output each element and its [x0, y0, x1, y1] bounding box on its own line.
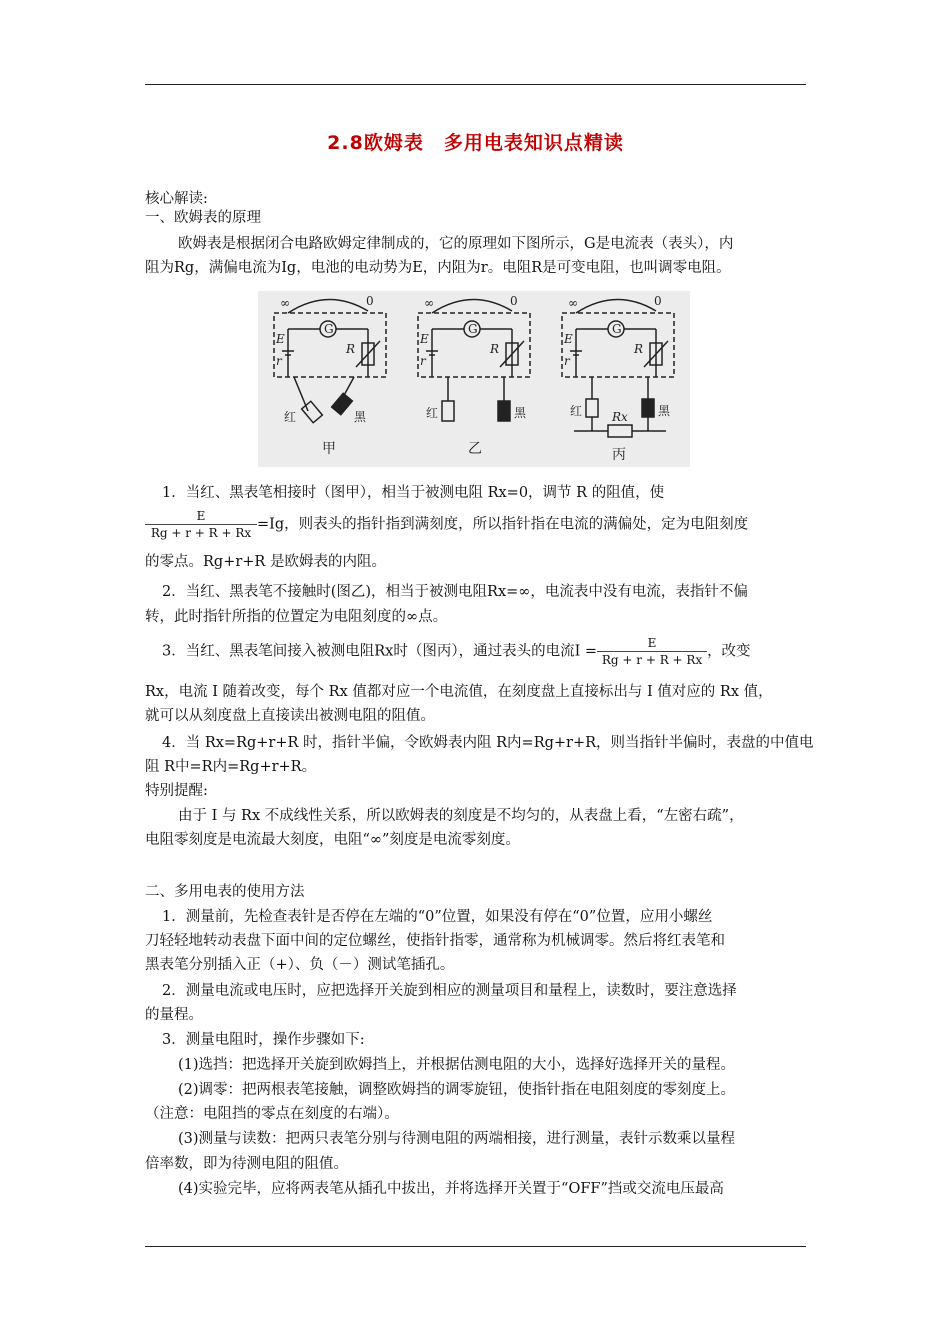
infinity-label-jia: ∞ [280, 296, 290, 310]
circuit-yi [418, 299, 530, 421]
r-label-yi: r [420, 354, 426, 368]
rx-label-bing: Rx [612, 410, 628, 424]
para3-line1-head: 3．当红、黑表笔间接入被测电阻Rx时（图丙），通过表头的电流I = [162, 643, 598, 660]
s2-step1: (1)选挡：把选择开关旋到欧姆挡上，并根据估测电阻的大小，选择好选择开关的量程。 [178, 1057, 736, 1073]
para1-line1: 1．当红、黑表笔相接时（图甲），相当于被测电阻 Rx=0，调节 R 的阻值，使 [162, 485, 665, 501]
r-label-jia: r [276, 354, 282, 368]
s2-step2-line1: (2)调零：把两根表笔接触，调整欧姆挡的调零旋钮，使指针指在电阻刻度的零刻度上。 [178, 1082, 736, 1098]
para3-line2: Rx，电流 I 随着改变，每个 Rx 值都对应一个电流值，在刻度盘上直接标出与 I 值对应的 Rx 值， [145, 684, 773, 700]
fraction-1-numerator: E [145, 508, 257, 525]
s2-para2-line2: 的量程。 [145, 1007, 203, 1023]
red-label-bing: 红 [570, 404, 583, 418]
s2-para1-line1: 1．测量前，先检查表针是否停在左端的“0”位置，如果没有停在“0”位置，应用小螺丝 [162, 909, 713, 925]
zero-label-yi: 0 [510, 294, 518, 308]
g-label-yi: G [468, 322, 478, 336]
g-label-jia: G [324, 322, 334, 336]
g-label-bing: G [612, 322, 622, 336]
s2-para3-line1: 3．测量电阻时，操作步骤如下: [162, 1032, 365, 1048]
ohmmeter-circuit-figure [258, 291, 690, 467]
intro-line-1: 欧姆表是根据闭合电路欧姆定律制成的，它的原理如下图所示，G是电流表（表头），内 [178, 236, 734, 252]
fraction-2-denominator: Rg + r + R + Rx [601, 653, 703, 667]
core-heading: 核心解读: [145, 191, 208, 207]
circuit-jia [274, 299, 386, 422]
intro-line-2: 阻为Rg，满偏电流为Ig，电池的电动势为E，内阻为r。电阻R是可变电阻，也叫调零电阻。 [145, 260, 731, 276]
fraction-1-denominator: Rg + r + R + Rx [150, 526, 252, 540]
black-label-jia: 黑 [354, 410, 367, 424]
s2-step4-line1: (4)实验完毕，应将两表笔从插孔中拔出，并将选择开关置于“OFF”挡或交流电压最高 [178, 1181, 724, 1197]
black-label-yi: 黑 [514, 406, 527, 420]
para1-line3: 的零点。Rg+r+R 是欧姆表的内阻。 [145, 554, 386, 570]
para4-line1: 4．当 Rx=Rg+r+R 时，指针半偏，令欧姆表内阻 R内=Rg+r+R，则当指针半偏时，表盘的中值电 [162, 735, 814, 751]
s2-para2-line1: 2．测量电流或电压时，应把选择开关旋到相应的测量项目和量程上，读数时，要注意选择 [162, 983, 737, 999]
s2-para1-line2: 刀轻轻地转动表盘下面中间的定位螺丝，使指针指零，通常称为机械调零。然后将红表笔和 [145, 933, 725, 949]
note-title: 特别提醒: [145, 783, 208, 799]
para4-line2: 阻 R中=R内=Rg+r+R。 [145, 759, 317, 775]
footer-rule [145, 1246, 806, 1247]
para1-line2-tail: =Ig，则表头的指针指到满刻度，所以指针指在电流的满偏处，定为电阻刻度 [257, 516, 749, 533]
para3-line1-tail: ，改变 [707, 643, 751, 660]
para2-line2: 转，此时指针所指的位置定为电阻刻度的∞点。 [145, 609, 448, 625]
big-r-label-bing: R [634, 342, 644, 356]
e-label-yi: E [420, 332, 429, 346]
para2-line1: 2．当红、黑表笔不接触时(图乙)，相当于被测电阻Rx=∞，电流表中没有电流，表指针不偏 [162, 584, 748, 600]
s2-step3-line2: 倍率数，即为待测电阻的阻值。 [145, 1156, 348, 1172]
r-label-bing: r [564, 354, 570, 368]
section1-title: 一、欧姆表的原理 [145, 210, 261, 226]
s2-para1-line3: 黑表笔分别插入正（+）、负（－）测试笔插孔。 [145, 957, 455, 973]
infinity-label-bing: ∞ [568, 296, 578, 310]
e-label-jia: E [276, 332, 285, 346]
red-label-yi: 红 [426, 406, 439, 420]
caption-bing: 丙 [612, 447, 626, 463]
fraction-2 [597, 635, 707, 668]
page-title: 2.8欧姆表 多用电表知识点精读 [327, 132, 624, 154]
note-line1: 由于 I 与 Rx 不成线性关系，所以欧姆表的刻度是不均匀的，从表盘上看，“左密右疏”， [178, 808, 744, 824]
fraction-1 [145, 508, 257, 541]
fraction-2-numerator: E [597, 635, 707, 652]
para3-line1 [162, 635, 751, 668]
zero-label-bing: 0 [654, 294, 662, 308]
black-label-bing: 黑 [658, 404, 671, 418]
header-rule [145, 84, 806, 85]
red-label-jia: 红 [284, 410, 297, 424]
big-r-label-jia: R [346, 342, 356, 356]
zero-label-jia: 0 [366, 294, 374, 308]
section2-title: 二、多用电表的使用方法 [145, 884, 305, 900]
note-line2: 电阻零刻度是电流最大刻度，电阻“∞”刻度是电流零刻度。 [145, 832, 520, 848]
e-label-bing: E [564, 332, 573, 346]
infinity-label-yi: ∞ [424, 296, 434, 310]
para3-line3: 就可以从刻度盘上直接读出被测电阻的阻值。 [145, 708, 435, 724]
para1-line2 [145, 508, 748, 541]
caption-jia: 甲 [322, 441, 336, 457]
s2-step2-line2: （注意：电阻挡的零点在刻度的右端）。 [145, 1106, 399, 1122]
big-r-label-yi: R [490, 342, 500, 356]
caption-yi: 乙 [468, 441, 482, 457]
s2-step3-line1: (3)测量与读数：把两只表笔分别与待测电阻的两端相接，进行测量，表针示数乘以量程 [178, 1131, 736, 1147]
